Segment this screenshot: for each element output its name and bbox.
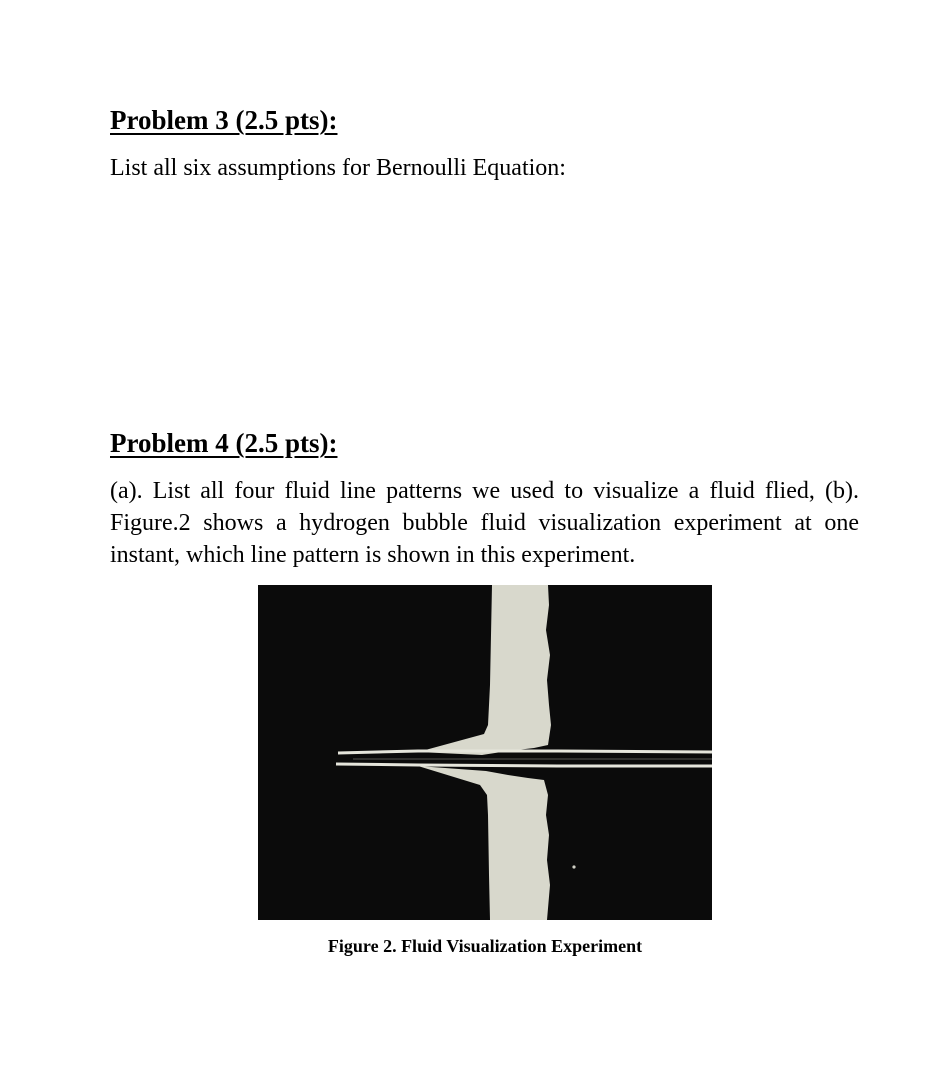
problem-3-text: List all six assumptions for Bernoulli Equation: <box>110 155 566 181</box>
problem-4-text: (a). List all four fluid line patterns we used to visualize a fluid flied, (b). Figure.2 shows a hydrogen bubble fluid visualization experiment at one instant, which line pattern is shown in this experiment. <box>110 478 859 568</box>
fluid-visualization-image <box>258 585 712 920</box>
hydrogen-bubble-photo <box>258 585 712 920</box>
bubble-speck <box>572 865 575 868</box>
problem-3-heading: Problem 3 (2.5 pts): <box>110 105 338 135</box>
figure-caption: Figure 2. Fluid Visualization Experiment <box>327 936 643 956</box>
problem-4-heading: Problem 4 (2.5 pts): <box>110 428 338 458</box>
